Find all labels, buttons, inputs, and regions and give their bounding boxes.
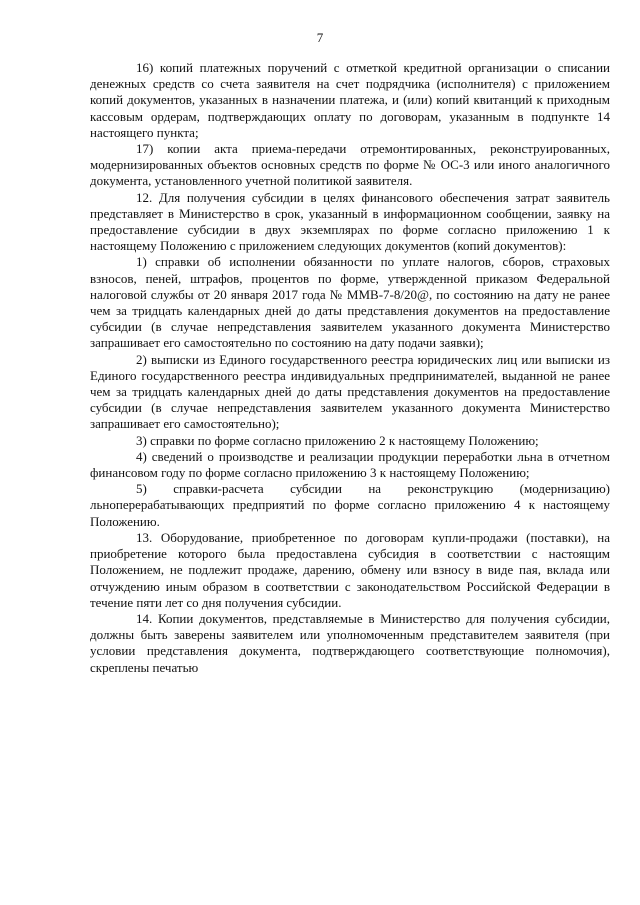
page-number: 7 bbox=[316, 30, 324, 45]
paragraph-section-14: 14. Копии документов, представляемые в Министерство для получения субсидии, должны быть заверены заявителем или уполномоченным представителем заявителя (при условии представления документа, подтверждающего соответствующие полномочия), скреплены печатью bbox=[90, 610, 610, 675]
paragraph-section-12: 12. Для получения субсидии в целях финансового обеспечения затрат заявитель представляет в Министерство в срок, указанный в информационном сообщении, заявку на предоставление субсидии в двух экземплярах по форме согласно приложению 1 к настоящему Положению с приложением следующих документов (копий документов): bbox=[90, 189, 610, 254]
paragraph-item-3: 3) справки по форме согласно приложению 2 к настоящему Положению; bbox=[136, 432, 539, 448]
paragraph-item-17: 17) копии акта приема-передачи отремонтированных, реконструированных, модернизированных объектов основных средств по форме № ОС-3 или иного аналогичного документа, установленного учетной политикой заявителя. bbox=[90, 141, 610, 189]
paragraph-item-1: 1) справки об исполнении обязанности по уплате налогов, сборов, страховых взносов, пеней, штрафов, процентов по форме, утвержденной приказом Федеральной налоговой службы от 20 января 2017 года № ММВ-7-8/20@, по состоянию на дату не ранее чем за тридцать календарных дней до даты представления документов на предоставление субсидии (в случае непредставления заявителем указанного документа Министерство запрашивает его самостоятельно по состоянию на дату подачи заявки); bbox=[90, 254, 610, 351]
document-body bbox=[90, 60, 610, 676]
paragraph-section-13: 13. Оборудование, приобретенное по договорам купли-продажи (поставки), на приобретение которого была предоставлена субсидия в соответствии с настоящим Положением, не подлежит продаже, дарению, обмену или взносу в виде пая, вклада или отчуждению иным образом в соответствии с законодательством Российской Федерации в течение пяти лет со дня получения субсидии. bbox=[90, 529, 610, 610]
paragraph-item-5: 5) справки-расчета субсидии на реконструкцию (модернизацию) льноперерабатывающих предприятий по форме согласно приложению 4 к настоящему Положению. bbox=[90, 481, 610, 529]
paragraph-item-4: 4) сведений о производстве и реализации продукции переработки льна в отчетном финансовом году по форме согласно приложению 3 к настоящему Положению; bbox=[90, 448, 610, 481]
paragraph-item-16: 16) копий платежных поручений с отметкой кредитной организации о списании денежных средств со счета заявителя на счет подрядчика (исполнителя) с приложением копий документов, указанных в назначении платежа, и (или) копий квитанций к приходным кассовым ордерам, подтверждающих оплату по договорам, указанным в подпункте 14 настоящего пункта; bbox=[90, 60, 610, 140]
paragraph-item-2: 2) выписки из Единого государственного реестра юридических лиц или выписки из Единого государственного реестра индивидуальных предпринимателей, выданной не ранее чем за тридцать календарных дней до даты представления документов на предоставление субсидии (в случае непредставления заявителем указанного документа Министерство запрашивает его самостоятельно); bbox=[90, 351, 610, 432]
